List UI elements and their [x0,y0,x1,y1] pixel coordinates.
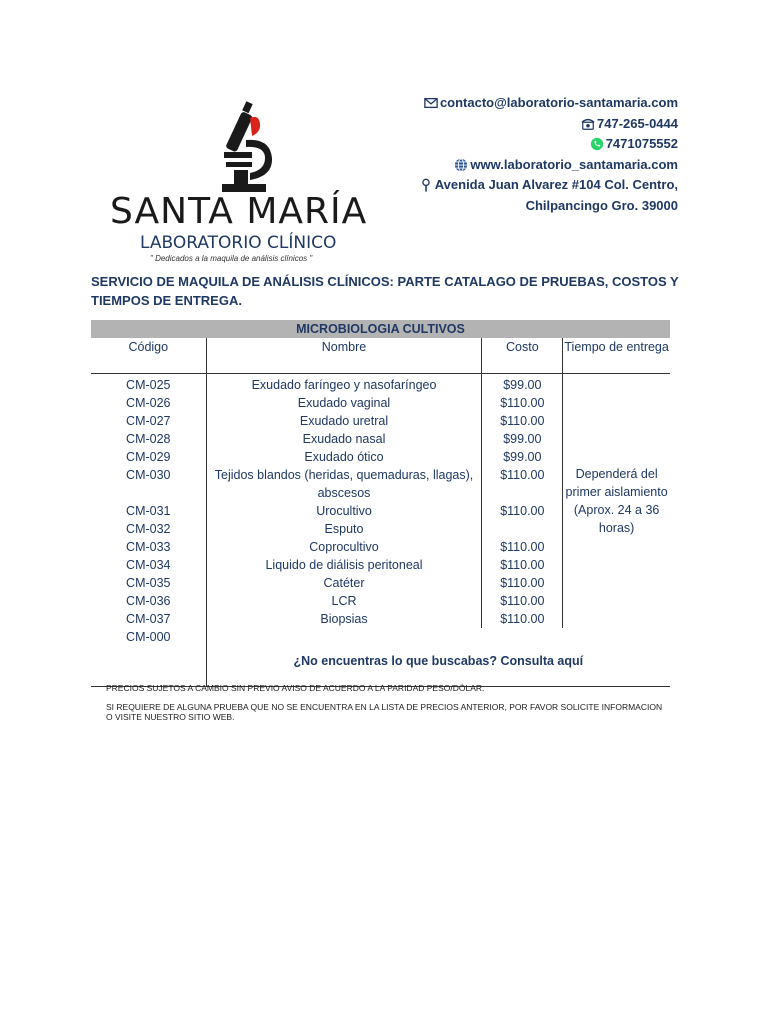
row-code: CM-031 [91,502,206,520]
row-name: Exudado vaginal [206,394,482,412]
consult-link[interactable]: ¿No encuentras lo que buscabas? Consulta aquí [206,646,670,687]
row-cost: $110.00 [482,412,563,430]
row-code: CM-000 [91,628,206,646]
header-cost: Costo [482,338,563,374]
contact-email-row[interactable] [419,93,678,114]
row-code: CM-036 [91,592,206,610]
table-row [91,628,670,646]
row-cost: $110.00 [482,592,563,610]
lab-logo [92,96,392,261]
header-delivery: Tiempo de entrega [563,338,670,374]
column-header-row [91,338,670,374]
section-header-row [91,320,670,338]
row-cost: $110.00 [482,466,563,502]
header-code: Código [91,338,206,374]
contact-phone[interactable]: 747-265-0444 [597,115,678,131]
row-name: Coprocultivo [206,538,482,556]
row-cost: $110.00 [482,574,563,592]
row-name: Biopsias [206,610,482,628]
header-name: Nombre [206,338,482,374]
row-code: CM-026 [91,394,206,412]
page-title: SERVICIO DE MAQUILA DE ANÁLISIS CLÍNICOS: PARTE CATALAGO DE PRUEBAS, COSTOS Y TIEMPOS DE ENTREGA. [91,274,679,308]
row-cost: $110.00 [482,610,563,628]
delivery-time: Dependerá del primer aislamiento (Aprox. 24 a 36 horas) [565,467,668,535]
row-code: CM-034 [91,556,206,574]
row-code: CM-028 [91,430,206,448]
contact-whatsapp[interactable]: 7471075552 [605,136,678,151]
contact-address-row2 [419,196,678,217]
whatsapp-icon [590,137,604,151]
price-note: PRECIOS SUJETOS A CAMBIO SIN PREVIO AVISO DE ACUERDO A LA PARIDAD PESO/DÓLAR. [106,683,485,693]
section-title: MICROBIOLOGIA CULTIVOS [91,320,670,338]
row-code: CM-025 [91,374,206,395]
logo-subtitle: LABORATORIO CLÍNICO [140,233,337,253]
row-code: CM-030 [91,466,206,502]
row-cost: $99.00 [482,448,563,466]
row-code: CM-027 [91,412,206,430]
contact-address-row [419,175,678,196]
contact-whatsapp-row[interactable] [419,134,678,155]
row-cost: $99.00 [482,374,563,395]
price-table [91,320,670,687]
row-cost [482,520,563,538]
row-name: Esputo [206,520,482,538]
row-code-empty [91,646,206,687]
row-name: Liquido de diálisis peritoneal [206,556,482,574]
row-spacer [206,628,670,646]
row-name: Catéter [206,574,482,592]
row-cost: $99.00 [482,430,563,448]
contact-address-line2: Chilpancingo Gro. 39000 [525,197,678,213]
contact-web-row[interactable] [419,155,678,176]
row-name: Exudado ótico [206,448,482,466]
row-name: LCR [206,592,482,610]
microscope-icon [220,100,280,195]
row-code: CM-037 [91,610,206,628]
logo-brand: SANTA MARÍA [110,191,368,232]
consult-row [91,646,670,687]
row-code: CM-033 [91,538,206,556]
globe-icon [454,158,468,172]
logo-tagline: " Dedicados a la maquila de análisis clínicos " [150,254,313,263]
notes [106,683,666,731]
row-name: Exudado uretral [206,412,482,430]
row-cost: $110.00 [482,556,563,574]
row-name: Tejidos blandos (heridas, quemaduras, llagas), abscesos [206,466,482,502]
row-name: Exudado nasal [206,430,482,448]
contact-email[interactable]: contacto@laboratorio-santamaria.com [439,95,678,110]
table-row [91,374,670,395]
envelope-icon [424,96,438,110]
contact-web[interactable]: www.laboratorio_santamaria.com [470,156,678,172]
location-pin-icon [419,178,433,192]
row-name: Urocultivo [206,502,482,520]
contact-block [419,93,678,216]
contact-phone-row[interactable] [419,114,678,135]
info-note: SI REQUIERE DE ALGUNA PRUEBA QUE NO SE ENCUENTRA EN LA LISTA DE PRECIOS ANTERIOR, POR FAVOR SOLICITE INFORMACION O VISITE NUESTRO SITIO WEB. [106,701,663,722]
row-cost: $110.00 [482,502,563,520]
contact-address-line1: Avenida Juan Alvarez #104 Col. Centro, [434,177,678,192]
row-code: CM-035 [91,574,206,592]
row-cost: $110.00 [482,538,563,556]
row-name: Exudado faríngeo y nasofaríngeo [206,374,482,395]
telephone-icon [581,117,595,131]
row-code: CM-032 [91,520,206,538]
row-code: CM-029 [91,448,206,466]
row-cost: $110.00 [482,394,563,412]
